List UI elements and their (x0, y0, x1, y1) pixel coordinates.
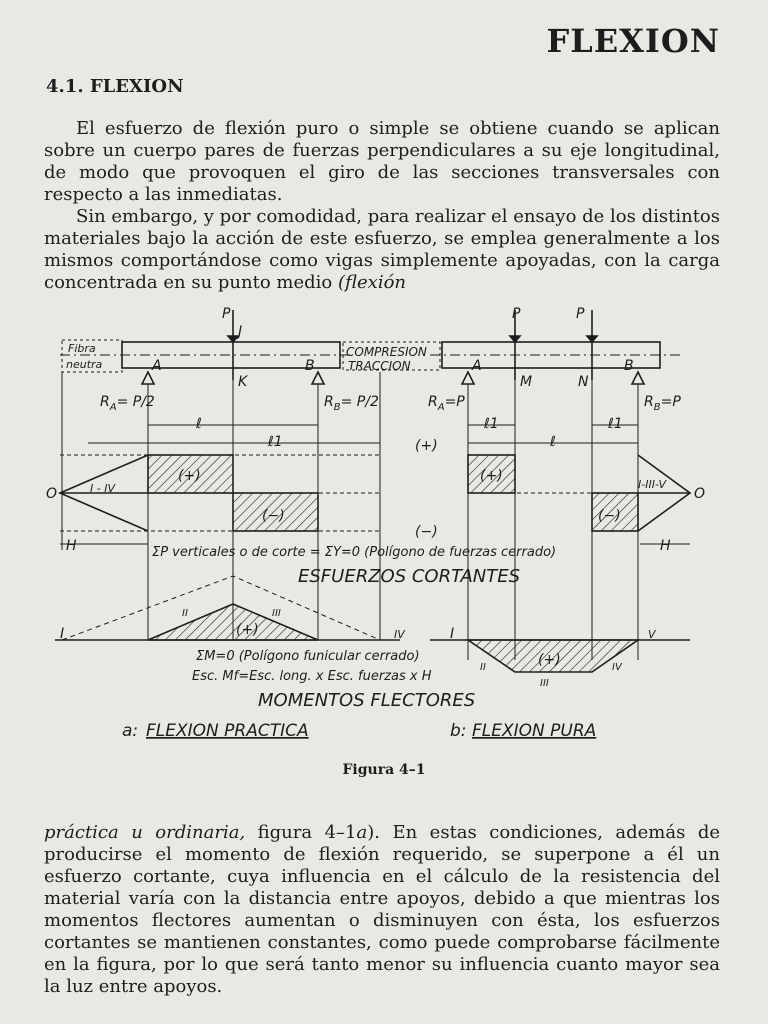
label-l-right: ℓ (550, 434, 556, 450)
label-esfuerzos-cortantes: ESFUERZOS CORTANTES (298, 566, 521, 587)
label-i-iv: I - IV (90, 482, 115, 495)
label-minus-left: (−) (262, 508, 285, 524)
label-roman-i-right: I (450, 626, 455, 642)
label-roman-iv-right: IV (612, 662, 622, 673)
label-a-left: A (152, 358, 162, 374)
paragraph-1 (44, 118, 720, 294)
label-h-right: H (660, 538, 671, 554)
label-flexion-pura: FLEXION PURA (472, 721, 597, 741)
label-traccion: TRACCION (348, 359, 411, 373)
label-p-left: P (222, 306, 231, 322)
label-o-left: O (46, 486, 58, 502)
label-p-right-1: P (512, 306, 521, 322)
label-b-left: B (305, 358, 315, 374)
label-i-iii-v: I-III-V (638, 478, 666, 491)
label-a-right: A (472, 358, 482, 374)
label-a-prefix: a: (122, 721, 139, 741)
label-o-right: O (694, 486, 706, 502)
label-rb-right: $R_B=P$ (644, 394, 681, 413)
label-sum-moment: ΣM=0 (Polígono funicular cerrado) (196, 649, 420, 664)
label-k: K (238, 374, 248, 390)
paragraph-1-text-c: (flexión (337, 272, 407, 293)
label-plus-moment-right: (+) (538, 652, 561, 668)
paragraph-1-text-b: Sin embargo, y por comodidad, para realizar el ensayo de los distintos materiales bajo la acción de este esfuerzo, se emplea generalmente a los mismos comportándose como vigas simplemente apoyadas, con la carga concentrada en su punto medio (44, 206, 720, 293)
paragraph-2-italic: práctica u ordinaria, (44, 822, 246, 843)
label-l1-left: ℓ1 (268, 434, 283, 450)
paragraph-2 (44, 822, 720, 998)
label-p-right-2: P (576, 306, 585, 322)
label-roman-ii-right: II (480, 662, 486, 673)
label-rb-left: $R_B= P/2$ (324, 394, 379, 413)
paragraph-2-fig: figura 4–1 (245, 822, 357, 843)
label-plus-mid: (+) (415, 438, 438, 454)
label-roman-ii-left: II (182, 608, 188, 619)
label-m: M (520, 374, 533, 390)
label-momentos-flectores: MOMENTOS FLECTORES (258, 690, 476, 711)
label-plus-moment-left: (+) (236, 622, 259, 638)
figure-4-1 (0, 300, 768, 755)
label-l1-right-b: ℓ1 (608, 416, 623, 432)
paragraph-2-rest: ). En estas condiciones, además de producirse el momento de flexión requerido, se superpone a él un esfuerzo cortante, cuya influencia en el cálculo de la resistencia del material varía con la distancia entre apoyos, debido a que mientras los momentos flectores aumentan o disminuyen con ésta, los esfuerzos cortantes se mantienen constantes, como puede comprobarse fácilmente en la figura, por lo que será tanto menor su influencia cuanto mayor sea la luz entre apoyos. (44, 822, 721, 997)
label-l1-right-a: ℓ1 (484, 416, 499, 432)
label-escala: Esc. Mf=Esc. long. x Esc. fuerzas x H (192, 669, 432, 684)
label-roman-iii-left: III (272, 608, 281, 619)
label-minus-right: (−) (598, 508, 621, 524)
label-fibra: Fibra (68, 342, 96, 355)
label-plus-right: (+) (480, 468, 503, 484)
paragraph-2-fig-a: a (356, 822, 368, 843)
label-flexion-practica: FLEXION PRACTICA (146, 721, 309, 741)
label-l-left: ℓ (196, 416, 202, 432)
label-plus-left: (+) (178, 468, 201, 484)
label-roman-i-left: I (60, 626, 65, 642)
paragraph-1-text-a: El esfuerzo de flexión puro o simple se obtiene cuando se aplican sobre un cuerpo pares de fuerzas perpendiculares a su eje longitudinal, de modo que provoquen el giro de las secciones transversales con respecto a las inmediatas. (44, 118, 720, 205)
label-roman-iii-right: III (540, 678, 549, 689)
figure-caption: Figura 4–1 (342, 762, 426, 778)
label-roman-v-right: V (648, 628, 656, 641)
label-n: N (578, 374, 589, 390)
label-h-left: H (66, 538, 77, 554)
label-minus-mid: (−) (415, 524, 438, 540)
page-header: FLEXION (546, 22, 720, 60)
label-roman-iv-left: IV (394, 628, 405, 641)
label-neutra: neutra (66, 358, 103, 371)
label-sum-vertical: ΣP verticales o de corte = ΣY=0 (Polígono de fuerzas cerrado) (152, 545, 557, 560)
label-ra-left: $R_A= P/2$ (100, 394, 155, 413)
label-b-right: B (624, 358, 634, 374)
label-ra-right: $R_A=P$ (428, 394, 465, 413)
section-title: 4.1. FLEXION (46, 76, 184, 97)
label-compresion: COMPRESION (346, 345, 427, 359)
label-b-prefix: b: (450, 721, 467, 741)
label-j: J (238, 324, 243, 340)
